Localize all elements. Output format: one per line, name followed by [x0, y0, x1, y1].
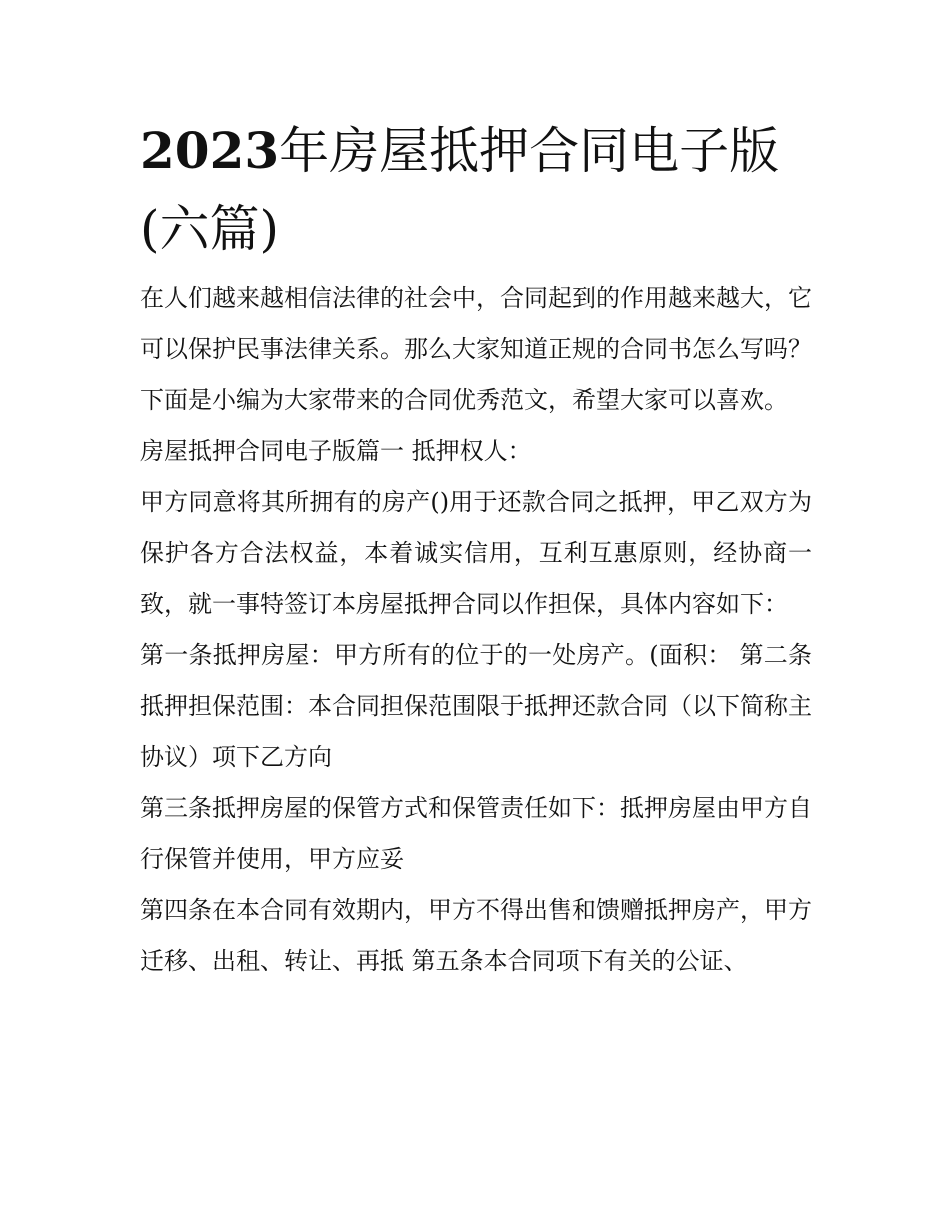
title-year: 2023: [140, 121, 280, 180]
document-title: [140, 112, 820, 268]
paragraph-agreement-preamble: 甲方同意将其所拥有的房产()用于还款合同之抵押，甲乙双方为保护各方合法权益，本着诚实信用，互利互惠原则，经协商一致，就一事特签订本房屋抵押合同以作担保，具体内容如下：: [140, 488, 812, 618]
paragraph-intro: 在人们越来越相信法律的社会中，合同起到的作用越来越大，它可以保护民事法律关系。那么大家知道正规的合同书怎么写吗？下面是小编为大家带来的合同优秀范文，希望大家可以喜欢。: [140, 284, 812, 414]
title-text: 年房屋抵押合同电子版(六篇): [140, 122, 780, 258]
paragraph-section-one-heading: 房屋抵押合同电子版篇一 抵押权人：: [140, 437, 532, 465]
paragraph-article-one-two: 第一条抵押房屋：甲方所有的位于的一处房产。(面积： 第二条抵押担保范围：本合同担保范围限于抵押还款合同（以下简称主协议）项下乙方向: [140, 641, 812, 771]
paragraph-article-three: 第三条抵押房屋的保管方式和保管责任如下：抵押房屋由甲方自行保管并使用，甲方应妥: [140, 794, 812, 873]
paragraph-article-four-five: 第四条在本合同有效期内，甲方不得出售和馈赠抵押房产，甲方迁移、出租、转让、再抵 第五条本合同项下有关的公证、: [140, 896, 812, 975]
document-body: [140, 273, 812, 987]
